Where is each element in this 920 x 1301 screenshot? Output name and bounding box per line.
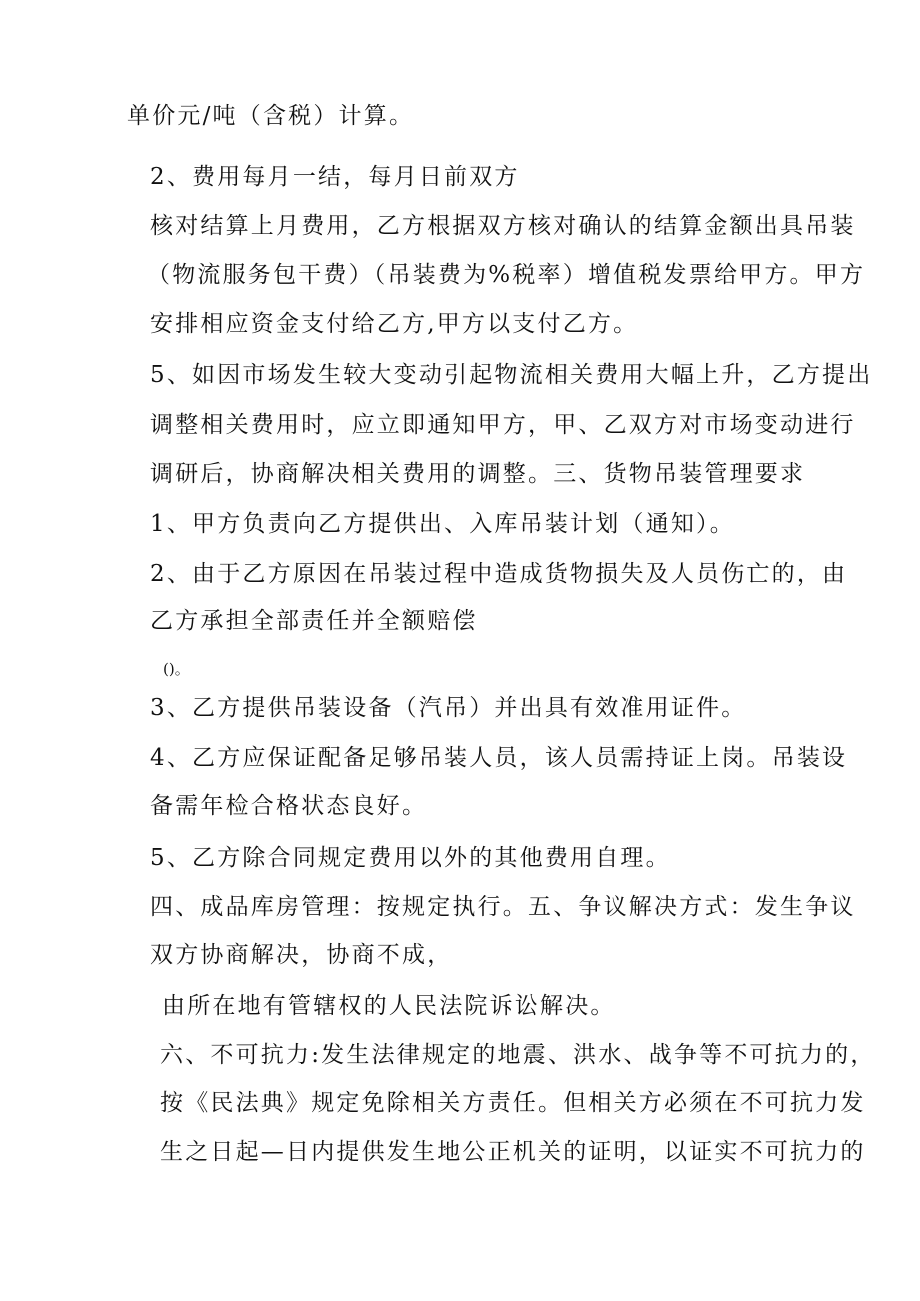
text-line-15: 备需年检合格状态良好。 — [150, 793, 428, 819]
text-line-11: 乙方承担全部责任并全额赔偿 — [150, 608, 478, 634]
text-line-5: 安排相应资金支付给乙方,甲方以支付乙方。 — [150, 311, 639, 337]
text-line-13: 3、乙方提供吊装设备（汽吊）并出具有效准用证件。 — [150, 695, 747, 721]
text-line-8: 调研后，协商解决相关费用的调整。三、货物吊装管理要求 — [150, 461, 806, 487]
text-line-20: 六、不可抗力:发生法律规定的地震、洪水、战争等不可抗力的， — [160, 1042, 876, 1068]
text-line-21: 按《民法典》规定免除相关方责任。但相关方必须在不可抗力发 — [160, 1090, 866, 1116]
text-line-14: 4、乙方应保证配备足够吊装人员，该人员需持证上岗。吊装设 — [150, 745, 848, 771]
text-line-2: 2、费用每月一结，每月日前双方 — [150, 164, 520, 190]
text-line-1: 单价元/吨（含税）计算。 — [127, 103, 415, 129]
text-line-7: 调整相关费用时，应立即通知甲方，甲、乙双方对市场变动进行 — [150, 412, 856, 438]
text-line-4: （物流服务包干费）（吊装费为%税率）增值税发票给甲方。甲方 — [147, 262, 866, 288]
text-line-17: 四、成品库房管理：按规定执行。五、争议解决方式：发生争议 — [150, 894, 856, 920]
text-line-10: 2、由于乙方原因在吊装过程中造成货物损失及人员伤亡的，由 — [150, 561, 848, 587]
text-line-18: 双方协商解决，协商不成， — [150, 942, 453, 968]
text-line-3: 核对结算上月费用，乙方根据双方核对确认的结算金额出具吊装 — [150, 213, 856, 239]
text-line-22: 生之日起—日内提供发生地公正机关的证明，以证实不可抗力的 — [160, 1139, 866, 1165]
text-line-16: 5、乙方除合同规定费用以外的其他费用自理。 — [150, 845, 671, 871]
text-line-19: 由所在地有管辖权的人民法院诉讼解决。 — [162, 993, 616, 1019]
text-line-6: 5、如因市场发生较大变动引起物流相关费用大幅上升，乙方提出 — [150, 362, 873, 388]
text-line-9: 1、甲方负责向乙方提供出、入库吊装计划（通知）。 — [150, 511, 735, 537]
text-line-12: ()。 — [163, 660, 190, 678]
